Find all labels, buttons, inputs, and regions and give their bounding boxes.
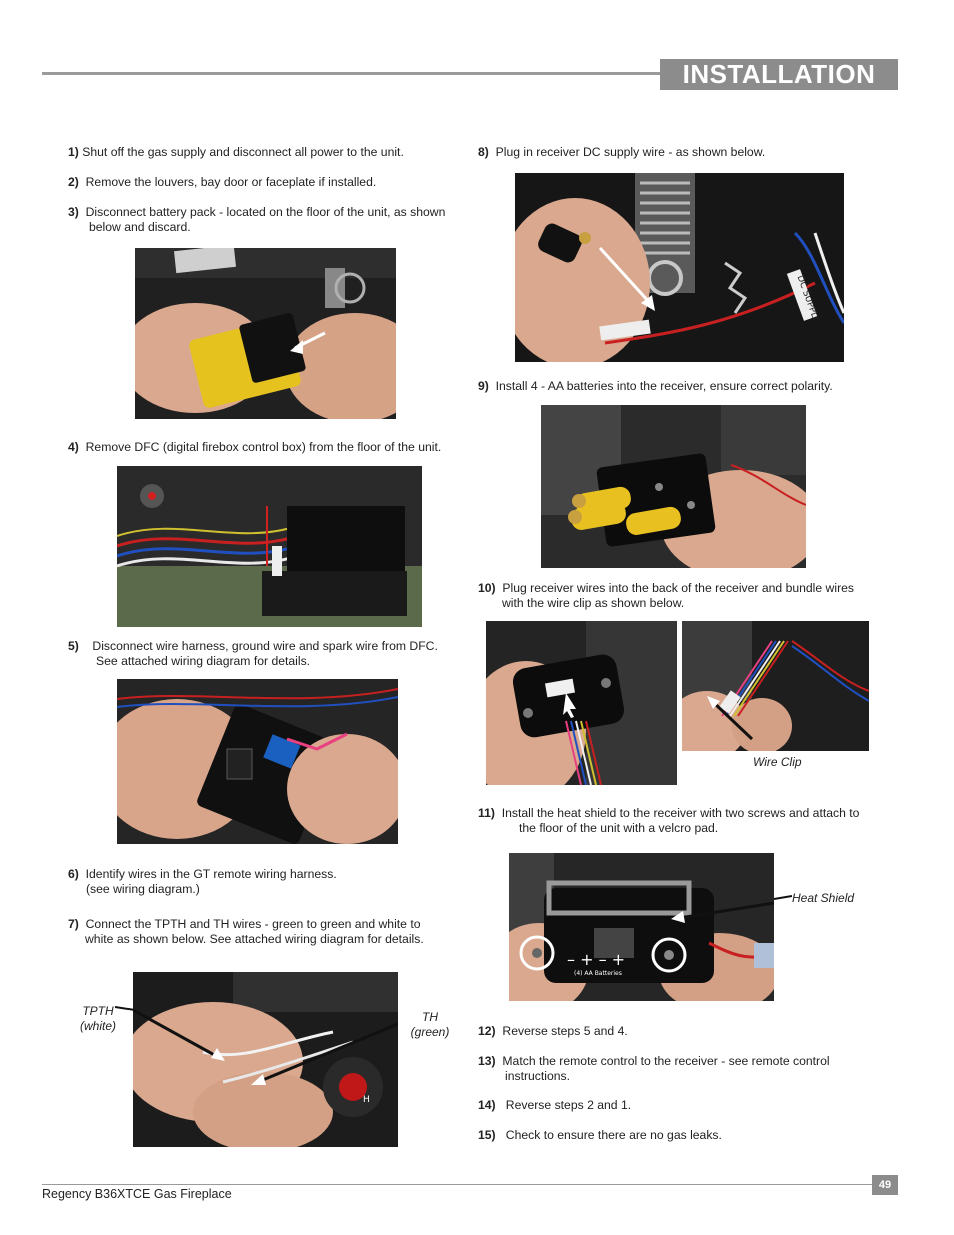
photo-wire-clip — [682, 621, 869, 751]
step-3: 3) Disconnect battery pack - located on the floor of the unit, as shown below and discard. — [68, 205, 446, 234]
svg-text:H: H — [363, 1095, 370, 1105]
caption-wire-clip: Wire Clip — [753, 755, 802, 769]
step-7: 7) Connect the TPTH and TH wires - green to green and white to white as shown below. See attached wiring diagram for details. — [68, 917, 424, 946]
photo-aa-batteries — [541, 405, 806, 568]
step-12: 12) Reverse steps 5 and 4. — [478, 1024, 628, 1038]
step-4: 4) Remove DFC (digital firebox control box) from the floor of the unit. — [68, 440, 442, 454]
photo-battery-pack — [135, 248, 396, 419]
page-number: 49 — [872, 1175, 898, 1195]
step-13: 13) Match the remote control to the receiver - see remote control instructions. — [478, 1054, 830, 1083]
dc-supply-label: DC SUPPLY — [794, 274, 821, 324]
photo-disconnect-harness — [117, 679, 398, 844]
svg-text:– + – +: – + – + — [567, 950, 626, 969]
step-10: 10) Plug receiver wires into the back of the receiver and bundle wires with the wire clip as shown below. — [478, 581, 854, 610]
caption-heat-shield: Heat Shield — [792, 891, 855, 905]
footer-product-name: Regency B36XTCE Gas Fireplace — [42, 1187, 232, 1201]
tpth-arrow-lead — [115, 1005, 135, 1015]
section-title: INSTALLATION — [660, 59, 898, 90]
step-6: 6) Identify wires in the GT remote wiring harness. (see wiring diagram.) — [68, 867, 337, 896]
photo-receiver-back — [486, 621, 677, 785]
step-8: 8) Plug in receiver DC supply wire - as shown below. — [478, 145, 766, 159]
step-5: 5) Disconnect wire harness, ground wire and spark wire from DFC. See attached wiring diagram for details. — [68, 639, 438, 668]
caption-tpth: TPTH (white) — [80, 1004, 117, 1033]
step-1: 1) Shut off the gas supply and disconnect all power to the unit. — [68, 145, 404, 159]
step-2: 2) Remove the louvers, bay door or faceplate if installed. — [68, 175, 377, 189]
caption-th: TH (green) — [410, 1010, 450, 1039]
step-11: 11) Install the heat shield to the receiver with two screws and attach to the floor of the unit with a velcro pad. — [478, 806, 860, 835]
step-9: 9) Install 4 - AA batteries into the receiver, ensure correct polarity. — [478, 379, 833, 393]
heat-shield-arrow-lead — [774, 893, 792, 901]
aa-batteries-label: (4) AA Batteries — [574, 970, 622, 977]
step-14: 14) Reverse steps 2 and 1. — [478, 1098, 632, 1112]
photo-dfc-box — [117, 466, 422, 627]
step-15: 15) Check to ensure there are no gas leaks. — [478, 1128, 722, 1142]
header-rule — [42, 72, 662, 75]
photo-heat-shield — [509, 853, 774, 1001]
footer-rule — [42, 1184, 872, 1185]
photo-dc-supply — [515, 173, 844, 362]
photo-tpth-th-wires — [133, 972, 398, 1147]
